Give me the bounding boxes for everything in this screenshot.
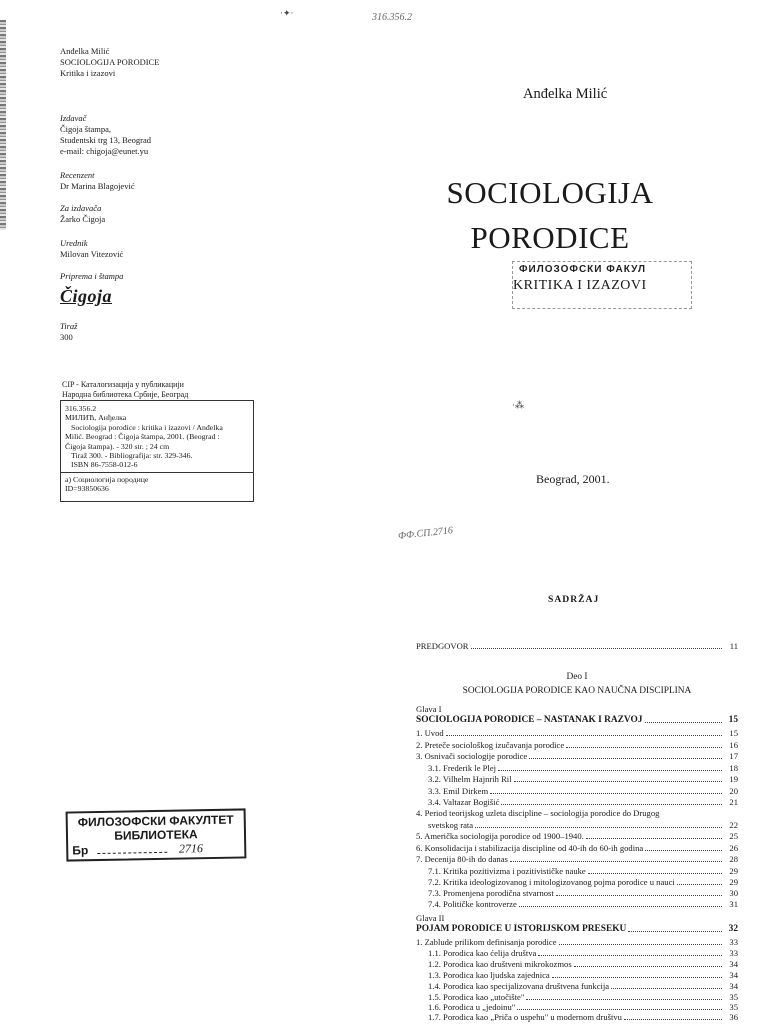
prep-print-label: Priprema i štampa — [60, 271, 124, 281]
toc-entry — [428, 763, 738, 773]
toc-chapter-1 — [416, 715, 738, 725]
toc-leader — [501, 804, 722, 805]
toc-leader — [519, 906, 722, 907]
toc-entry — [428, 981, 738, 991]
toc-entry-label: 7.4. Političke kontroverze — [428, 899, 517, 909]
toc-entry-label: 1.5. Porodica kao „utočište" — [428, 992, 525, 1002]
toc-entry-label: 3.2. Vilhelm Hajnrih Ril — [428, 774, 512, 784]
toc-entry — [416, 728, 738, 738]
toc-leader — [498, 770, 722, 771]
cip-header — [62, 380, 188, 400]
toc-part-title: SOCIOLOGIJA PORODICE KAO NAUČNA DISCIPLINA — [462, 686, 692, 696]
toc-entry-page: 33 — [729, 937, 738, 947]
book-title-line-1: SOCIOLOGIJA — [446, 175, 654, 210]
cip-footer — [65, 475, 148, 494]
toc-entry-label: 1. Zablude prilikom definisanja porodice — [416, 937, 557, 947]
toc-leader — [628, 931, 722, 932]
publisher-line-1: Čigoja štampa, — [60, 124, 111, 134]
toc-entry-label: SOCIOLOGIJA PORODICE – NASTANAK I RAZVOJ — [416, 715, 643, 725]
toc-entry — [416, 740, 738, 750]
editor-label: Urednik — [60, 238, 88, 248]
toc-leader — [611, 988, 722, 989]
toc-entry-label: 3.4. Valtazar Bogišić — [428, 797, 500, 807]
toc-entry-label: 4. Period teorijskog uzleta discipline – sociologija porodice do Drugog — [416, 808, 660, 818]
stamp-number-label: Бр — [72, 843, 89, 858]
stamp-faculty: ФИЛОЗОФСКИ ФАКУЛТЕТ — [77, 812, 234, 830]
toc-heading: SADRŽAJ — [548, 594, 600, 605]
toc-leader — [471, 648, 722, 649]
toc-entry — [428, 774, 738, 784]
toc-leader — [475, 827, 722, 828]
toc-entry-page: 31 — [729, 899, 738, 909]
toc-entry — [428, 866, 738, 876]
toc-entry — [416, 843, 738, 853]
toc-chapter-2-label: Glava II — [416, 913, 445, 923]
toc-entry-label: 3.1. Frederik le Plej — [428, 763, 497, 773]
toc-entry-label: 6. Konsolidacija i stabilizacija discipline od 40-ih do 60-ih godina — [416, 843, 644, 853]
cip-body — [65, 404, 223, 470]
toc-leader — [645, 850, 722, 851]
reviewer-block — [60, 170, 135, 192]
toc-entry — [428, 877, 738, 887]
toc-entry — [416, 751, 738, 761]
toc-entry-page: 29 — [729, 866, 738, 876]
toc-entry-label: 1.7. Porodica kao „Priča o uspehu" u modernom društvu — [428, 1012, 622, 1022]
toc-entry — [428, 1012, 738, 1022]
cip-line: ISBN 86-7558-012-6 — [71, 460, 138, 470]
toc-leader — [574, 966, 722, 967]
toc-leader — [517, 1009, 722, 1010]
toc-entry-label: PREDGOVOR — [416, 641, 469, 651]
toc-entry-label: 1. Uvod — [416, 728, 444, 738]
toc-entry-page: 35 — [729, 992, 738, 1002]
toc-entry-label: 1.2. Porodica kao društveni mikrokozmos — [428, 959, 572, 969]
book-subtitle: KRITIKA I IZAZOVI — [513, 278, 647, 293]
prep-print-block — [60, 271, 123, 282]
scan-mark: ·⁂ — [512, 400, 524, 410]
toc-leader — [552, 977, 722, 978]
editor-block — [60, 238, 123, 260]
toc-entry-page: 25 — [729, 831, 738, 841]
overlaid-stamp-text: ФИЛОЗОФСКИ ФАКУЛ — [519, 264, 646, 275]
toc-entry-label: 7.1. Kritika pozitivizma i pozitivističke nauke — [428, 866, 586, 876]
publisher-line-2: Studentski trg 13, Beograd — [60, 135, 151, 145]
toc-entry-page: 26 — [729, 843, 738, 853]
for-publisher-value: Žarko Čigoja — [60, 214, 106, 224]
toc-entry — [416, 937, 738, 947]
toc-entry-label: 1.4. Porodica kao specijalizovana društvena funkcija — [428, 981, 610, 991]
toc-entry-page: 32 — [728, 924, 738, 934]
handwritten-inventory-number: ФФ.СП.2716 — [397, 525, 454, 542]
toc-entry — [428, 899, 738, 909]
toc-entry-page: 28 — [729, 854, 738, 864]
toc-entry-label: 1.1. Porodica kao ćelija društva — [428, 948, 537, 958]
toc-entry-page: 29 — [729, 877, 738, 887]
reviewer-value: Dr Marina Blagojević — [60, 181, 135, 191]
toc-leader — [538, 955, 722, 956]
toc-entry-page: 34 — [729, 970, 738, 980]
toc-entry — [428, 1002, 738, 1012]
for-publisher-block — [60, 203, 105, 225]
cip-header-line-1: CIP - Каталогизација у публикацији — [62, 380, 184, 389]
print-run-value: 300 — [60, 332, 73, 342]
print-run-label: Tiraž — [60, 321, 78, 331]
toc-entry-page: 11 — [729, 641, 738, 651]
toc-entry-label: 7.2. Kritika ideologizovanog i mitologizovanog pojma porodice u nauci — [428, 877, 675, 887]
cip-line: МИЛИЋ, Анђелка — [65, 413, 127, 423]
toc-entry-label: 7.3. Promenjena porodična stvarnost — [428, 888, 554, 898]
toc-entry — [428, 786, 738, 796]
imprint-block — [60, 46, 159, 79]
for-publisher-label: Za izdavača — [60, 203, 102, 213]
place-year: Beograd, 2001. — [536, 472, 610, 486]
toc-entry-label: svetskog rata — [428, 820, 474, 830]
reviewer-label: Recenzent — [60, 170, 95, 180]
toc-leader — [677, 884, 722, 885]
toc-entry-label: 3.3. Emil Dirkem — [428, 786, 489, 796]
toc-entry-page: 21 — [729, 797, 738, 807]
toc-leader — [529, 758, 722, 759]
stamp-number-line — [98, 852, 168, 854]
scan-mark: ·✦· — [280, 8, 294, 18]
toc-leader — [514, 781, 722, 782]
stamp-number-row — [72, 841, 240, 858]
toc-entry — [428, 888, 738, 898]
toc-leader — [446, 735, 722, 736]
toc-entry — [428, 797, 738, 807]
stamp-library: БИБЛИОТЕКА — [114, 827, 198, 843]
toc-leader — [588, 873, 722, 874]
toc-entry — [416, 854, 738, 864]
cip-record-box — [60, 400, 254, 502]
imprint-title: SOCIOLOGIJA PORODICE — [60, 57, 160, 67]
toc-entry-page: 34 — [729, 959, 738, 969]
toc-entry-page: 33 — [729, 948, 738, 958]
toc-entry-label: 1.3. Porodica kao ljudska zajednica — [428, 970, 550, 980]
toc-leader — [624, 1019, 722, 1020]
cip-line: 316.356.2 — [65, 404, 97, 413]
toc-leader — [490, 793, 722, 794]
toc-entry — [428, 992, 738, 1002]
print-run-block — [60, 321, 78, 343]
toc-leader — [645, 722, 723, 723]
toc-entry-page: 34 — [729, 981, 738, 991]
imprint-author: Anđelka Milić — [60, 46, 110, 56]
toc-leader — [559, 944, 722, 945]
toc-part-label: Deo I — [566, 672, 588, 682]
toc-entry-label: 2. Preteče sociološkog izučavanja porodice — [416, 740, 565, 750]
toc-entry-label: 3. Osnivači sociologije porodice — [416, 751, 528, 761]
editor-value: Milovan Vitezović — [60, 249, 124, 259]
toc-entry-page: 15 — [728, 715, 738, 725]
library-stamp — [66, 808, 247, 861]
toc-entry-page: 36 — [729, 1012, 738, 1022]
cip-header-line-2: Народна библиотека Србије, Београд — [62, 390, 189, 399]
toc-leader — [586, 838, 722, 839]
handwritten-call-number: 316.356.2 — [372, 12, 412, 23]
toc-entry — [428, 948, 738, 958]
toc-entry-page: 18 — [729, 763, 738, 773]
publisher-label: Izdavač — [60, 113, 87, 123]
publisher-block — [60, 113, 151, 157]
cip-divider — [61, 472, 253, 473]
toc-leader — [510, 861, 722, 862]
toc-entry-page: 16 — [729, 740, 738, 750]
cip-subject: а) Социологија породице — [65, 475, 149, 484]
toc-entry-page: 22 — [729, 820, 738, 830]
stamp-number: 2716 — [178, 841, 204, 856]
page-edge-shadow — [0, 20, 6, 230]
toc-entry-page: 15 — [729, 728, 738, 738]
toc-entry — [428, 820, 738, 830]
toc-entry-page: 19 — [729, 774, 738, 784]
cip-line: Milić. Beograd : Čigoja štampa, 2001. (Beograd : — [65, 432, 220, 442]
toc-leader — [526, 999, 722, 1000]
toc-entry-preface — [416, 641, 738, 651]
cigoja-logo: Čigoja — [60, 286, 113, 306]
toc-entry — [416, 808, 738, 818]
subtitle-with-stamp — [512, 261, 692, 309]
toc-leader — [556, 895, 722, 896]
toc-entry-page: 35 — [729, 1002, 738, 1012]
imprint-subtitle: Kritika i izazovi — [60, 68, 116, 78]
toc-entry-label: 7. Decenija 80-ih do danas — [416, 854, 508, 864]
cip-line: Tiraž 300. - Bibliografija: str. 329-346. — [71, 451, 193, 461]
publisher-line-3: e-mail: chigoja@eunet.yu — [60, 146, 149, 156]
toc-entry-label: 1.6. Porodica u „jedoinu" — [428, 1002, 516, 1012]
toc-entry-label: POJAM PORODICE U ISTORIJSKOM PRESEKU — [416, 924, 627, 934]
author-name: Anđelka Milić — [523, 86, 608, 102]
toc-chapter-2 — [416, 924, 738, 934]
toc-entry-page: 20 — [729, 786, 738, 796]
toc-entry — [428, 959, 738, 969]
toc-entry-page: 30 — [729, 888, 738, 898]
toc-leader — [566, 747, 722, 748]
book-title-line-2: PORODICE — [470, 220, 630, 255]
cip-line: Čigoja štampa). - 320 str. ; 24 cm — [65, 441, 170, 451]
toc-chapter-1-label: Glava I — [416, 704, 442, 714]
cip-id: ID=93850636 — [65, 484, 109, 494]
toc-entry-page: 17 — [729, 751, 738, 761]
toc-entry-label: 5. Američka sociologija porodice od 1900–1940. — [416, 831, 584, 841]
toc-entry — [416, 831, 738, 841]
toc-entry — [428, 970, 738, 980]
cip-line: Sociologija porodice : kritika i izazovi / Anđelka — [71, 422, 223, 432]
